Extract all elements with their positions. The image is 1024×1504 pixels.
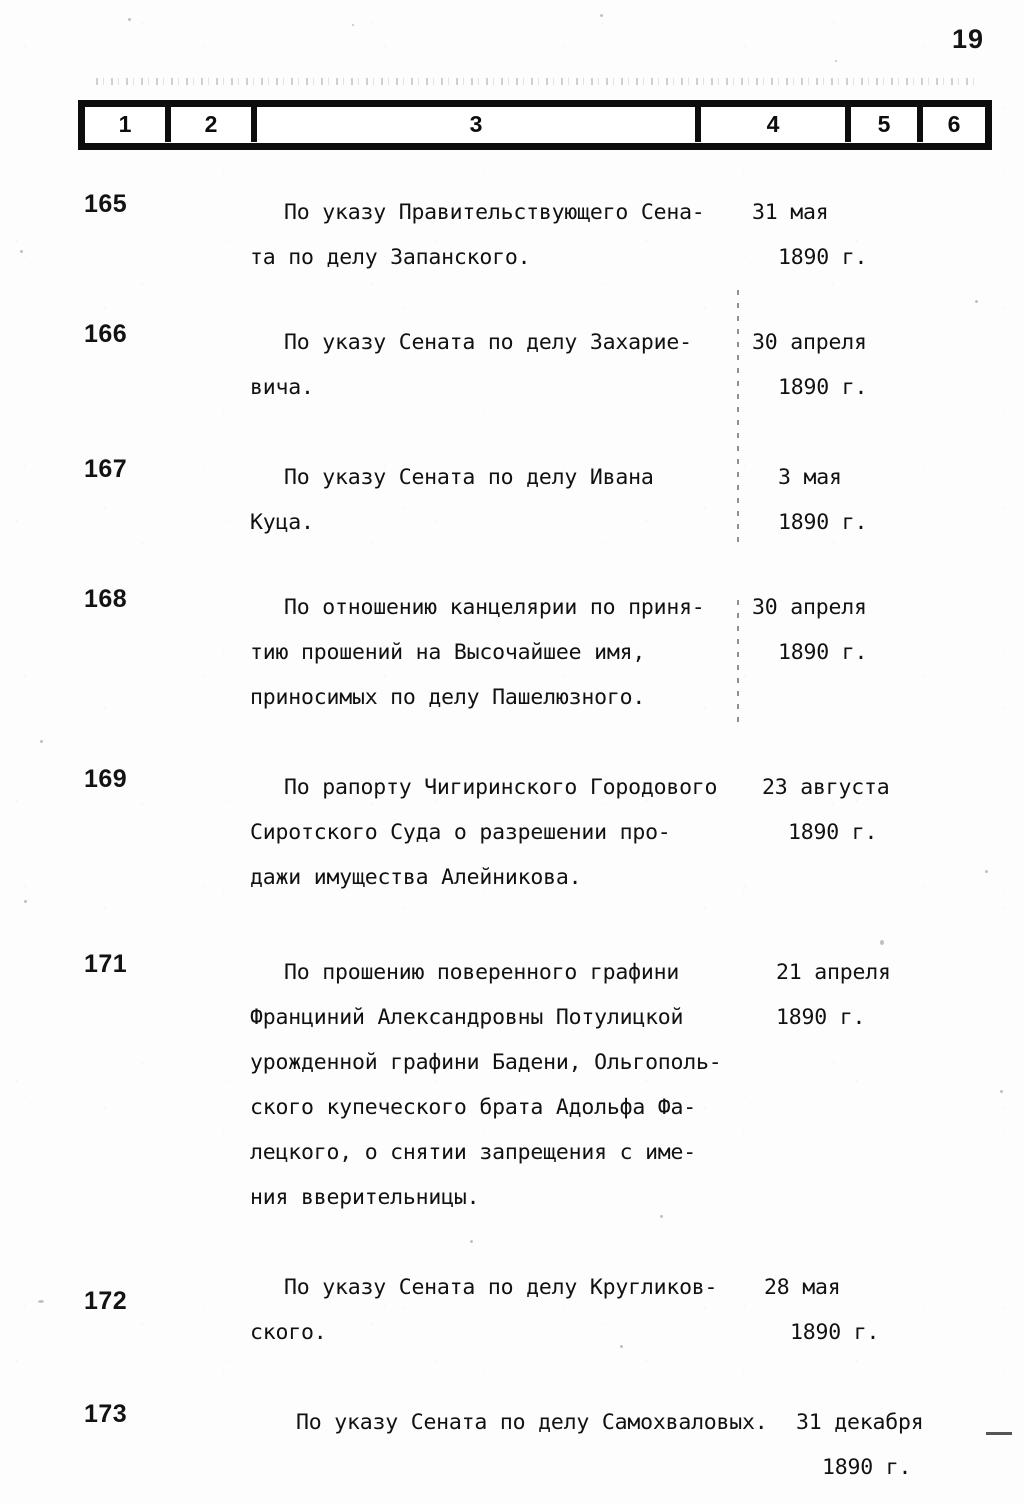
scan-speck xyxy=(975,300,978,303)
entry-date-line: 31 декабря xyxy=(796,1410,924,1435)
entry-line: По указу Сената по делу Захарие- xyxy=(284,330,692,355)
entry-description xyxy=(250,320,750,410)
scan-speck xyxy=(352,24,354,26)
entry-date xyxy=(762,765,1002,855)
scan-speck xyxy=(40,740,43,743)
entry-number: 166 xyxy=(84,320,128,348)
entry-date xyxy=(752,585,992,675)
page-number: 19 xyxy=(951,24,984,54)
entry-date-line: 30 апреля xyxy=(752,330,867,355)
entry-line: По указу Сената по делу Ивана xyxy=(284,465,654,490)
entry-line: По отношению канцелярии по приня- xyxy=(284,595,705,620)
entry-date-line: 1890 г. xyxy=(788,820,878,845)
scan-speck xyxy=(880,940,884,945)
entry-line: По указу Сената по делу Самохваловых. xyxy=(296,1410,768,1435)
scan-speck xyxy=(835,60,837,62)
entry-date-line: 1890 г. xyxy=(778,640,868,665)
scan-artifact-line xyxy=(96,78,976,85)
entry-date xyxy=(776,950,1016,1040)
scan-speck xyxy=(20,250,23,253)
entry-line: лецкого, о снятии запрещения с име- xyxy=(250,1140,697,1165)
entry-line: тию прошений на Высочайшее имя, xyxy=(250,640,646,665)
ruler-cell-2: 2 xyxy=(171,106,257,142)
entry-line: По рапорту Чигиринского Городового xyxy=(284,775,718,800)
entry-date-line: 28 мая xyxy=(764,1275,841,1300)
entry-line: По указу Сената по делу Кругликов- xyxy=(284,1275,718,1300)
entry-line: По прошению поверенного графини xyxy=(284,960,680,985)
entry-description xyxy=(250,190,750,280)
entry-line: та по делу Запанского. xyxy=(250,245,531,270)
entry-description xyxy=(250,585,750,720)
entry-line: приносимых по делу Пашелюзного. xyxy=(250,685,646,710)
scan-speck xyxy=(1000,1090,1003,1093)
entry-number: 171 xyxy=(84,950,128,978)
entry-line: ского купеческого брата Адольфа Фа- xyxy=(250,1095,697,1120)
entry-line: урожденной графини Бадени, Ольгополь- xyxy=(250,1050,722,1075)
entry-date xyxy=(752,320,992,410)
entry-number: 168 xyxy=(84,585,128,613)
entry-date-line: 1890 г. xyxy=(778,245,868,270)
ruler-cell-6: 6 xyxy=(947,110,961,137)
ruler-cell-4: 4 xyxy=(701,106,851,142)
entry-description xyxy=(262,1400,802,1445)
entry-line: ния вверительницы. xyxy=(250,1185,480,1210)
scan-speck xyxy=(24,900,27,903)
scan-speck xyxy=(470,1240,473,1243)
entry-line: ского. xyxy=(250,1320,327,1345)
entry-date xyxy=(764,1265,1004,1355)
entry-date-line: 1890 г. xyxy=(790,1320,880,1345)
entry-date-line: 21 апреля xyxy=(776,960,891,985)
entry-date-line: 23 августа xyxy=(762,775,890,800)
entry-line: дажи имущества Алейникова. xyxy=(250,865,582,890)
ruler-cell-3: 3 xyxy=(257,106,701,142)
entry-description xyxy=(250,455,750,545)
entry-line: По указу Правительствующего Сена- xyxy=(284,200,705,225)
entry-date-line: 30 апреля xyxy=(752,595,867,620)
entry-line: вича. xyxy=(250,375,314,400)
column-ruler xyxy=(78,100,992,150)
ruler-cell-1: 1 xyxy=(85,106,171,142)
entry-description xyxy=(250,1265,790,1355)
entry-date xyxy=(752,190,992,280)
entry-date-line: 31 мая xyxy=(752,200,829,225)
entry-date-line: 1890 г. xyxy=(776,1005,866,1030)
entry-date-line: 3 мая xyxy=(778,465,842,490)
scan-speck xyxy=(128,18,131,21)
entry-date-line: 1890 г. xyxy=(778,375,868,400)
page-edge-tick xyxy=(986,1432,1012,1435)
entry-date-line: 1890 г. xyxy=(778,510,868,535)
scan-speck xyxy=(38,1300,44,1303)
entry-date xyxy=(796,1400,1024,1490)
scan-speck xyxy=(600,14,603,17)
entry-number: 173 xyxy=(84,1400,128,1428)
entry-line: Франциний Александровны Потулицкой xyxy=(250,1005,684,1030)
ruler-cell-5: 5 xyxy=(851,106,923,142)
entry-date xyxy=(752,455,992,545)
entry-number: 172 xyxy=(84,1287,128,1315)
entry-line: Сиротского Суда о разрешении про- xyxy=(250,820,671,845)
entry-line: Куца. xyxy=(250,510,314,535)
entry-description xyxy=(250,765,790,900)
entry-number: 165 xyxy=(84,190,128,218)
entry-date-line: 1890 г. xyxy=(822,1455,912,1480)
entry-number: 169 xyxy=(84,765,128,793)
entry-description xyxy=(250,950,790,1220)
scan-speck xyxy=(985,870,988,873)
entry-number: 167 xyxy=(84,455,128,483)
